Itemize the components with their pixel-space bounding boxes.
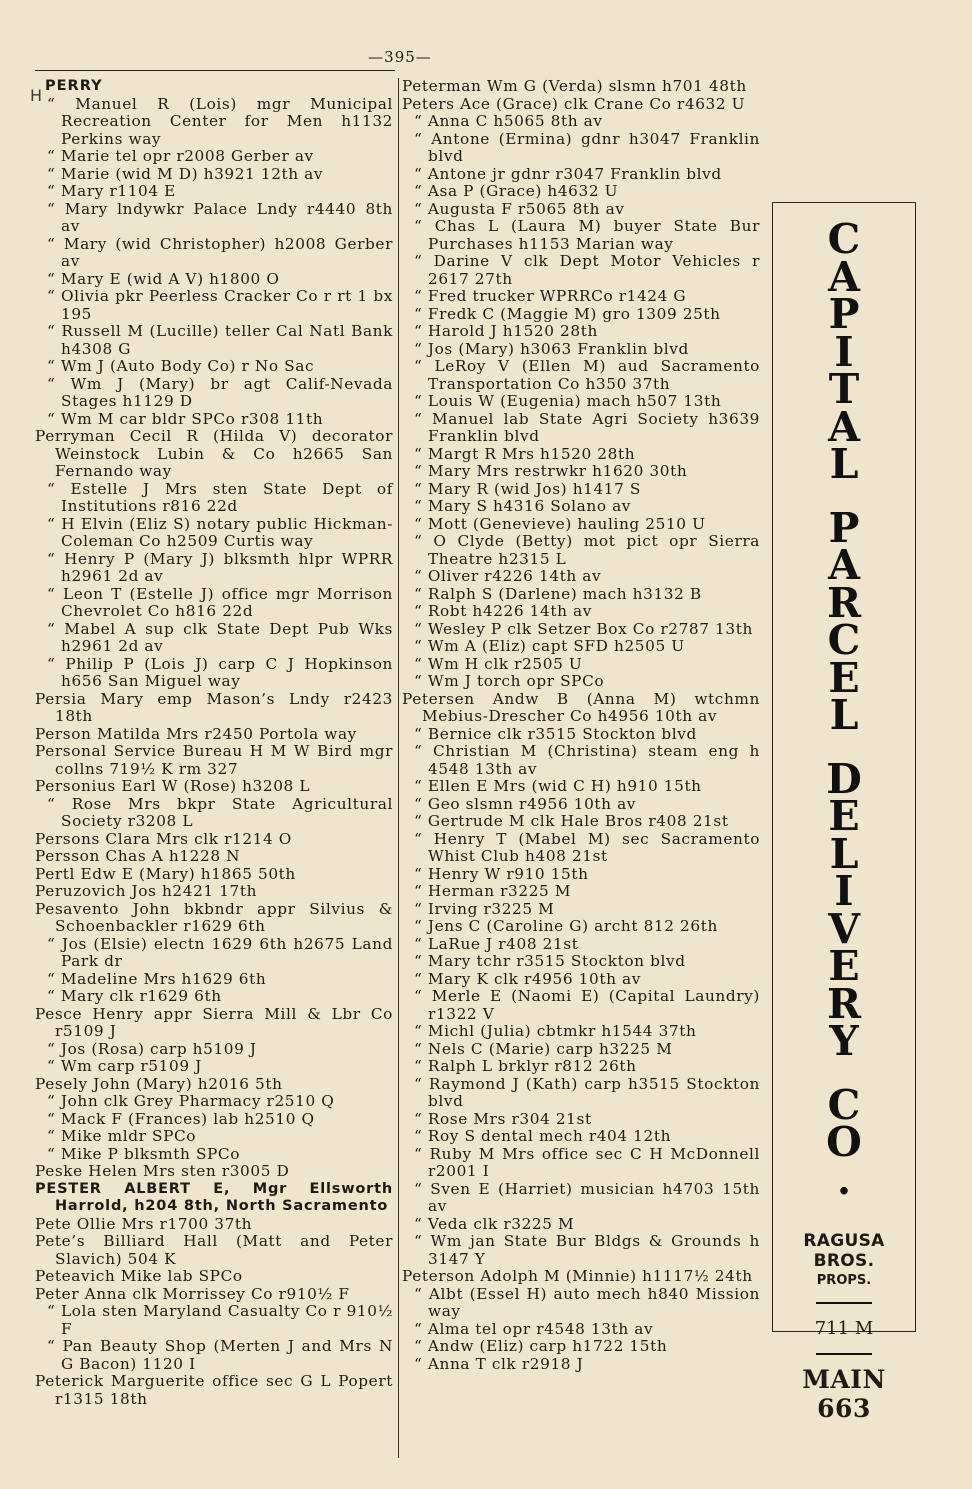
directory-entry: “ Harold J h1520 28th bbox=[414, 322, 598, 340]
advertisement-address: 711 M bbox=[814, 1318, 874, 1339]
directory-entry: Petersen Andw B (Anna M) wtchmn Mebius-Drescher Co h4956 10th av bbox=[402, 689, 760, 725]
directory-entry: “ Ruby M Mrs office sec C H McDonnell r2001 I bbox=[414, 1144, 760, 1180]
advertisement-company-name bbox=[773, 215, 915, 1204]
directory-entry: “ Geo slsmn r4956 10th av bbox=[414, 794, 637, 813]
advertisement-letter: C bbox=[827, 215, 861, 263]
middle-column bbox=[402, 78, 760, 1373]
directory-entry: “ Lola sten Maryland Casualty Co r 910½ F bbox=[47, 1302, 393, 1338]
directory-entry: “ Fredk C (Maggie M) gro 1309 25th bbox=[414, 304, 721, 323]
directory-entry: “ Ralph S (Darlene) mach h3132 B bbox=[414, 584, 702, 603]
directory-entry: “ Henry T (Mabel M) sec Sacramento Whist Club h408 21st bbox=[414, 829, 760, 865]
directory-entry: Person Matilda Mrs r2450 Portola way bbox=[35, 724, 357, 743]
directory-entry: “ Jos (Mary) h3063 Franklin blvd bbox=[414, 339, 689, 358]
directory-entry: “ Rose Mrs bkpr State Agricultural Society r3208 L bbox=[47, 794, 393, 830]
directory-entry: Perryman Cecil R (Hilda V) decorator Weinstock Lubin & Co h2665 San Fernando way bbox=[35, 427, 393, 480]
directory-entry: “ Mary lndywkr Palace Lndy r4440 8th av bbox=[47, 199, 393, 235]
directory-entry: “ Oliver r4226 14th av bbox=[414, 567, 602, 585]
advertisement-letter: O bbox=[826, 1118, 862, 1166]
directory-entry: “ Jos (Rosa) carp h5109 J bbox=[47, 1039, 257, 1058]
advertisement-letter: I bbox=[834, 867, 854, 915]
directory-entry: “ Ellen E Mrs (wid C H) h910 15th bbox=[414, 777, 702, 795]
directory-entry: “ Jens C (Caroline G) archt 812 26th bbox=[414, 917, 718, 935]
directory-entry: Peterson Adolph M (Minnie) h1117½ 24th bbox=[402, 1267, 753, 1285]
directory-entry: “ Darine V clk Dept Motor Vehicles r 2617 27th bbox=[414, 252, 760, 288]
surname-heading: PERRY bbox=[45, 78, 103, 94]
advertisement-letter: I bbox=[834, 327, 854, 376]
directory-entry: “ Mary E (wid A V) h1800 O bbox=[47, 269, 280, 288]
directory-entry: “ Henry W r910 15th bbox=[414, 864, 589, 883]
directory-entry: “ Philip P (Lois J) carp C J Hopkinson h656 San Miguel way bbox=[47, 654, 393, 690]
advertisement-letter: A bbox=[828, 402, 860, 451]
directory-entry: “ Mary R (wid Jos) h1417 S bbox=[414, 479, 642, 498]
advertisement-letter: . bbox=[836, 1155, 852, 1204]
directory-entry: “ Margt R Mrs h1520 28th bbox=[414, 444, 636, 463]
directory-entry: Persson Chas A h1228 N bbox=[35, 847, 241, 865]
directory-entry: “ Gertrude M clk Hale Bros r408 21st bbox=[414, 812, 729, 830]
header-rule bbox=[35, 70, 395, 71]
left-column bbox=[35, 78, 393, 1408]
directory-entry: “ Madeline Mrs h1629 6th bbox=[47, 969, 267, 988]
directory-entry: Peters Ace (Grace) clk Crane Co r4632 U bbox=[402, 94, 746, 113]
directory-entry: “ H Elvin (Eliz S) notary public Hickman-Coleman Co h2509 Curtis way bbox=[47, 514, 393, 550]
advertisement-letter: E bbox=[828, 653, 860, 702]
directory-entry: “ Estelle J Mrs sten State Dept of Institutions r816 22d bbox=[47, 479, 393, 515]
directory-entry: “ Leon T (Estelle J) office mgr Morrison Chevrolet Co h816 22d bbox=[47, 584, 393, 620]
directory-entry: “ Irving r3225 M bbox=[414, 899, 555, 918]
directory-entry: “ Manuel R (Lois) mgr Municipal Recreation Center for Men h1132 Perkins way bbox=[47, 94, 393, 148]
directory-entry: “ Mary K clk r4956 10th av bbox=[414, 969, 641, 988]
advertisement-rule bbox=[816, 1353, 872, 1355]
directory-entry: “ Russell M (Lucille) teller Cal Natl Bank h4308 G bbox=[47, 322, 393, 358]
directory-entry: “ Anna C h5065 8th av bbox=[414, 112, 603, 130]
advertisement-word bbox=[773, 754, 915, 1065]
directory-entry: “ Marie (wid M D) h3921 12th av bbox=[47, 164, 324, 183]
page-number: —395— bbox=[368, 48, 432, 66]
directory-entry: Peter Anna clk Morrissey Co r910½ F bbox=[35, 1284, 350, 1303]
directory-entry: Pesavento John bkbndr appr Silvius & Schoenbackler r1629 6th bbox=[35, 899, 393, 935]
advertisement-letter: D bbox=[826, 754, 862, 803]
directory-entry: Peteavich Mike lab SPCo bbox=[35, 1267, 243, 1285]
directory-entry: Pete Ollie Mrs r1700 37th bbox=[35, 1214, 253, 1233]
advertisement-letter: R bbox=[826, 979, 862, 1028]
directory-entry: “ Ralph L brklyr r812 26th bbox=[414, 1057, 637, 1075]
advertisement-letter: T bbox=[828, 365, 860, 413]
column-divider bbox=[398, 78, 399, 1458]
directory-entry: “ Olivia pkr Peerless Cracker Co r rt 1 bx 195 bbox=[47, 287, 393, 323]
advertisement-rule bbox=[816, 1302, 872, 1304]
directory-entry: “ Louis W (Eugenia) mach h507 13th bbox=[414, 392, 722, 410]
directory-entry: “ Asa P (Grace) h4632 U bbox=[414, 182, 619, 200]
advertisement-letter: E bbox=[828, 942, 860, 990]
advertisement-box bbox=[772, 202, 916, 1423]
directory-entry: Pesely John (Mary) h2016 5th bbox=[35, 1074, 283, 1093]
directory-entry: “ Jos (Elsie) electn 1629 6th h2675 Land Park dr bbox=[47, 934, 393, 970]
advertisement-letter: R bbox=[826, 578, 862, 627]
directory-entry: Pesce Henry appr Sierra Mill & Lbr Co r5109 J bbox=[35, 1004, 393, 1040]
advertisement-letter: C bbox=[827, 616, 861, 664]
directory-entry: “ Wm A (Eliz) capt SFD h2505 U bbox=[414, 637, 685, 655]
directory-entry: Persons Clara Mrs clk r1214 O bbox=[35, 829, 292, 848]
directory-entry: “ Veda clk r3225 M bbox=[414, 1214, 575, 1233]
directory-entry: “ Mabel A sup clk State Dept Pub Wks h2961 2d av bbox=[47, 619, 393, 655]
directory-entry: Personal Service Bureau H M W Bird mgr collns 719½ K rm 327 bbox=[35, 742, 393, 778]
directory-entry: “ Nels C (Marie) carp h3225 M bbox=[414, 1039, 673, 1058]
directory-entry: “ Marie tel opr r2008 Gerber av bbox=[47, 147, 314, 165]
directory-entry: “ Wm M car bldr SPCo r308 11th bbox=[47, 409, 324, 428]
directory-entry: “ Wm carp r5109 J bbox=[47, 1057, 202, 1075]
directory-entry: “ Mary tchr r3515 Stockton blvd bbox=[414, 952, 686, 970]
directory-entry: “ Alma tel opr r4548 13th av bbox=[414, 1319, 654, 1338]
directory-entry: “ Robt h4226 14th av bbox=[414, 602, 592, 620]
directory-entry: “ Michl (Julia) cbtmkr h1544 37th bbox=[414, 1022, 697, 1040]
directory-entry: “ Pan Beauty Shop (Merten J and Mrs N G Bacon) 1120 I bbox=[47, 1337, 393, 1373]
directory-entry: “ Rose Mrs r304 21st bbox=[414, 1109, 592, 1128]
directory-entry: “ Fred trucker WPRRCo r1424 G bbox=[414, 287, 687, 305]
advertisement-letter: L bbox=[829, 829, 859, 878]
directory-entry: “ Anna T clk r2918 J bbox=[414, 1354, 584, 1373]
directory-entry: “ Mary Mrs restrwkr h1620 30th bbox=[414, 462, 688, 480]
advertisement-letter: P bbox=[828, 290, 860, 338]
directory-entry: “ Wm H clk r2505 U bbox=[414, 654, 583, 673]
directory-entry: “ Raymond J (Kath) carp h3515 Stockton blvd bbox=[414, 1074, 760, 1110]
directory-entry: “ LeRoy V (Ellen M) aud Sacramento Transportation Co h350 37th bbox=[414, 357, 760, 393]
directory-entry: Pertl Edw E (Mary) h1865 50th bbox=[35, 864, 296, 883]
directory-entry: “ Andw (Eliz) carp h1722 15th bbox=[414, 1337, 668, 1355]
advertisement-phone: MAIN 663 bbox=[802, 1365, 886, 1423]
directory-entry: Peterick Marguerite office sec G L Popert r1315 18th bbox=[35, 1372, 393, 1408]
directory-entry: “ Roy S dental mech r404 12th bbox=[414, 1127, 672, 1145]
directory-entry: “ Wm J torch opr SPCo bbox=[414, 672, 605, 690]
directory-entry: Peruzovich Jos h2421 17th bbox=[35, 882, 258, 900]
directory-entry: “ Mary clk r1629 6th bbox=[47, 987, 222, 1005]
advertisement-word bbox=[773, 503, 915, 739]
directory-entry: Pete’s Billiard Hall (Matt and Peter Slavich) 504 K bbox=[35, 1232, 393, 1268]
advertisement-letter: L bbox=[829, 691, 859, 739]
directory-entry: “ Manuel lab State Agri Society h3639 Franklin blvd bbox=[414, 409, 760, 445]
advertisement-word bbox=[773, 215, 915, 488]
directory-entry: “ Mary (wid Christopher) h2008 Gerber av bbox=[47, 234, 393, 270]
advertisement-letter: A bbox=[828, 541, 860, 589]
margin-pencil-mark: H bbox=[30, 86, 43, 105]
advertisement-word bbox=[773, 1080, 915, 1204]
advertisement-proprietors: RAGUSA BROS. bbox=[803, 1231, 885, 1271]
directory-entry: “ John clk Grey Pharmacy r2510 Q bbox=[47, 1092, 335, 1110]
directory-entry: “ Wm J (Auto Body Co) r No Sac bbox=[47, 357, 315, 375]
directory-entry: “ Augusta F r5065 8th av bbox=[414, 199, 625, 218]
directory-entry: “ Antone jr gdnr r3047 Franklin blvd bbox=[414, 164, 722, 183]
directory-entry: “ LaRue J r408 21st bbox=[414, 934, 579, 953]
advertisement-letter: V bbox=[828, 904, 860, 953]
directory-entry: “ Antone (Ermina) gdnr h3047 Franklin blvd bbox=[414, 129, 760, 165]
advertisement-props-label: PROPS. bbox=[816, 1273, 872, 1288]
directory-entry: “ O Clyde (Betty) mot pict opr Sierra Theatre h2315 L bbox=[414, 532, 760, 568]
directory-entry: “ Christian M (Christina) steam eng h 4548 13th av bbox=[414, 742, 760, 778]
directory-entry: “ Wm jan State Bur Bldgs & Grounds h 3147 Y bbox=[414, 1232, 760, 1268]
directory-entry: “ Wm J (Mary) br agt Calif-Nevada Stages h1129 D bbox=[47, 374, 393, 410]
directory-entry: “ Herman r3225 M bbox=[414, 882, 572, 900]
directory-entry: “ Bernice clk r3515 Stockton blvd bbox=[414, 724, 697, 743]
directory-entry: Persia Mary emp Mason’s Lndy r2423 18th bbox=[35, 689, 393, 725]
directory-entry: “ Mary r1104 E bbox=[47, 182, 176, 200]
directory-entry: Peterman Wm G (Verda) slsmn h701 48th bbox=[402, 77, 747, 95]
directory-entry: “ Henry P (Mary J) blksmth hlpr WPRR h2961 2d av bbox=[47, 549, 393, 585]
advertisement-letter: C bbox=[827, 1080, 861, 1129]
directory-entry: “ Chas L (Laura M) buyer State Bur Purchases h1153 Marian way bbox=[414, 217, 760, 253]
directory-entry: “ Sven E (Harriet) musician h4703 15th av bbox=[414, 1179, 760, 1215]
directory-entry: Peske Helen Mrs sten r3005 D bbox=[35, 1162, 290, 1180]
directory-entry: “ Mott (Genevieve) hauling 2510 U bbox=[414, 514, 706, 533]
directory-entry: “ Mack F (Frances) lab h2510 Q bbox=[47, 1109, 315, 1128]
advertisement-letter: E bbox=[828, 792, 860, 840]
advertisement-letter: A bbox=[828, 252, 860, 301]
advertisement-letter: P bbox=[828, 503, 860, 552]
directory-entry: “ Mary S h4316 Solano av bbox=[414, 497, 632, 515]
advertisement-letter: Y bbox=[829, 1017, 859, 1065]
directory-entry: “ Wesley P clk Setzer Box Co r2787 13th bbox=[414, 619, 753, 638]
directory-entry-featured: PESTER ALBERT E, Mgr Ellsworth Harrold, h204 8th, North Sacramento bbox=[35, 1180, 393, 1214]
directory-entry: “ Albt (Essel H) auto mech h840 Mission way bbox=[414, 1284, 760, 1320]
directory-entry: “ Mike mldr SPCo bbox=[47, 1127, 197, 1145]
directory-entry: “ Mike P blksmth SPCo bbox=[47, 1144, 241, 1163]
advertisement-letter: L bbox=[829, 440, 859, 488]
directory-entry: “ Merle E (Naomi E) (Capital Laundry) r1322 V bbox=[414, 987, 760, 1023]
directory-entry: Personius Earl W (Rose) h3208 L bbox=[35, 777, 311, 795]
